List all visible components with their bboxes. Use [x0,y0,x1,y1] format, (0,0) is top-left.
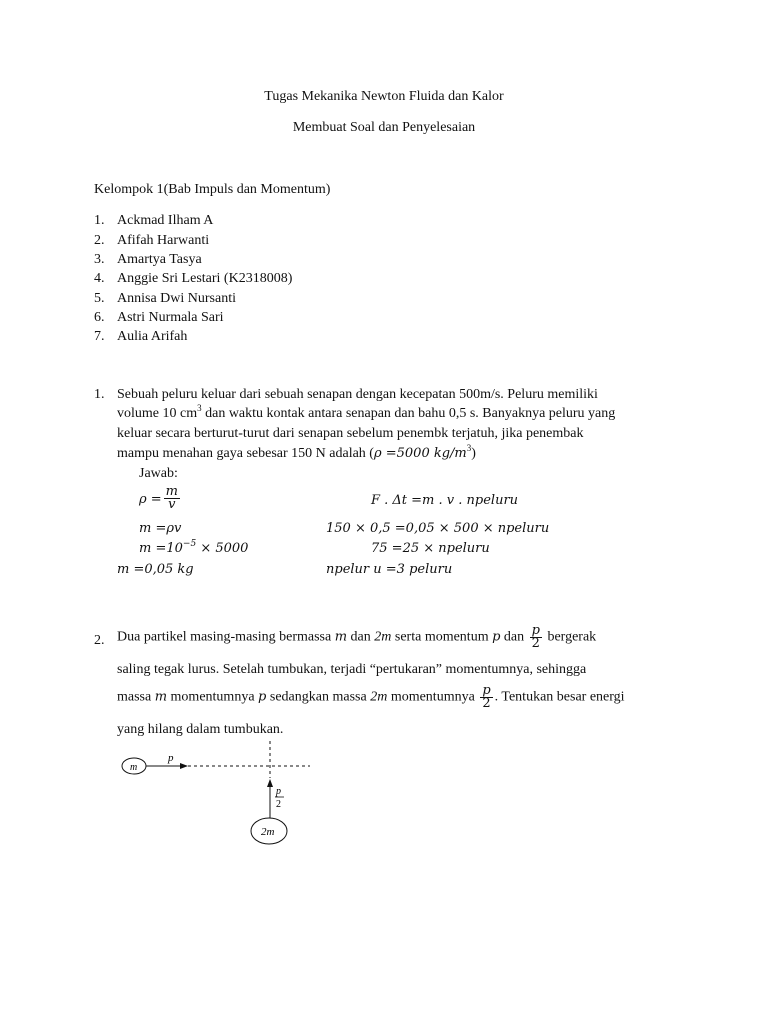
doc-subtitle: Membuat Soal dan Penyelesaian [292,120,476,135]
q1-left-line3 [139,541,248,556]
group-heading: Kelompok 1(Bab Impuls dan Momentum) [94,182,331,197]
particle-2m-circle [251,818,287,844]
q1-rho-num: m [165,484,178,499]
member-number: 4. [94,271,105,286]
member-number: 2. [94,233,105,248]
jawab-label: Jawab: [139,466,178,481]
q2-l3-d: momentumnya [387,689,479,705]
member-number: 3. [94,252,105,267]
q1-l3-a: m =10 [139,541,183,556]
q1-rho-fraction [164,486,180,511]
q2-l3-frac [480,685,492,710]
q1-rho-den: v [168,497,176,512]
q2-l1-c: serta momentum [391,629,493,645]
q1-left-line4: m =0,05 kg [117,562,194,577]
q2-l3-b: momentumnya [167,689,259,705]
q2-frac-den: 2 [531,636,540,651]
q1-l3-b: × 5000 [196,541,249,556]
q2-line2: saling tegak lurus. Setelah tumbukan, terjadi “pertukaran” momentumnya, sehingga [117,662,587,677]
q2-l3-p: p [258,689,267,705]
q1-line2-b: dan waktu kontak antara senapan dan bahu 0,5 s. Banyaknya peluru yang [201,406,616,421]
question-number: 2. [94,633,105,648]
member-name: Annisa Dwi Nursanti [117,291,236,306]
q2-l3-a: massa [117,689,155,705]
q2-frac-num: p [531,623,540,638]
q2-line3 [117,685,625,710]
q1-left-line2: m =ρv [139,521,182,536]
question-number: 1. [94,387,105,402]
q1-line1: Sebuah peluru keluar dari sebuah senapan dengan kecepatan 500m/s. Peluru memiliki [117,387,598,402]
q1-right-line1: F . Δt =m . v . npeluru [371,493,519,508]
q1-density-math: ρ =5000 kg/m [373,446,467,461]
q1-right-line4: npelur u =3 peluru [326,562,453,577]
q1-line3: keluar secara berturut-turut dari senapan sebelum penembk terjatuh, jika penembak [117,426,584,441]
q2-l1-e: bergerak [543,629,597,645]
member-name: Astri Nurmala Sari [117,310,224,325]
momentum-p2-num: p [276,786,281,797]
q1-line4-b: ) [471,446,476,461]
q1-line2-sup: 3 [197,403,202,413]
doc-title: Tugas Mekanika Newton Fluida dan Kalor [264,89,504,104]
q1-line4-sup: 3 [466,443,472,453]
q1-line2-a: volume 10 cm [117,406,198,421]
q2-l3-2m: 2m [370,689,388,705]
momentum-p-label: p [168,752,174,764]
member-name: Aulia Arifah [117,329,188,344]
q1-left-rho [139,486,182,511]
q2-mass-2m: 2m [374,629,392,645]
member-name: Amartya Tasya [117,252,202,267]
q2-l3-frac-den: 2 [482,696,491,711]
momentum-p2-den: 2 [276,799,281,810]
q2-l3-frac-num: p [482,683,491,698]
q2-mass-m: m [334,629,348,645]
q2-l3-c: sedangkan massa [266,689,371,705]
q2-frac-p-over-2 [530,625,542,650]
member-number: 1. [94,213,105,228]
q1-line2 [117,403,616,422]
member-number: 5. [94,291,105,306]
q1-right-line2: 150 × 0,5 =0,05 × 500 × npeluru [326,521,550,536]
q1-line4-a: mampu menahan gaya sebesar 150 N adalah ( [117,446,374,461]
member-name: Ackmad Ilham A [117,213,214,228]
member-number: 6. [94,310,105,325]
q2-l1-b: dan [347,629,375,645]
member-number: 7. [94,329,105,344]
member-name: Anggie Sri Lestari (K2318008) [117,271,293,286]
q2-l1-d: dan [500,629,528,645]
q2-l3-e: . Tentukan besar energi [494,689,625,705]
member-name: Afifah Harwanti [117,233,210,248]
q2-momentum-p: p [492,629,501,645]
particle-m-circle [122,758,146,774]
particle-2m-label: 2m [261,826,275,838]
q2-line1 [117,625,596,650]
q1-line4 [117,443,476,462]
q2-l3-m: m [154,689,168,705]
q2-l1-a: Dua partikel masing-masing bermassa [117,629,335,645]
q1-rho-lhs: ρ = [139,492,162,507]
q2-line4: yang hilang dalam tumbukan. [117,722,284,737]
particle-m-label: m [130,762,138,773]
q1-right-line3: 75 =25 × npeluru [371,541,490,556]
q1-l3-sup: −5 [182,539,197,549]
